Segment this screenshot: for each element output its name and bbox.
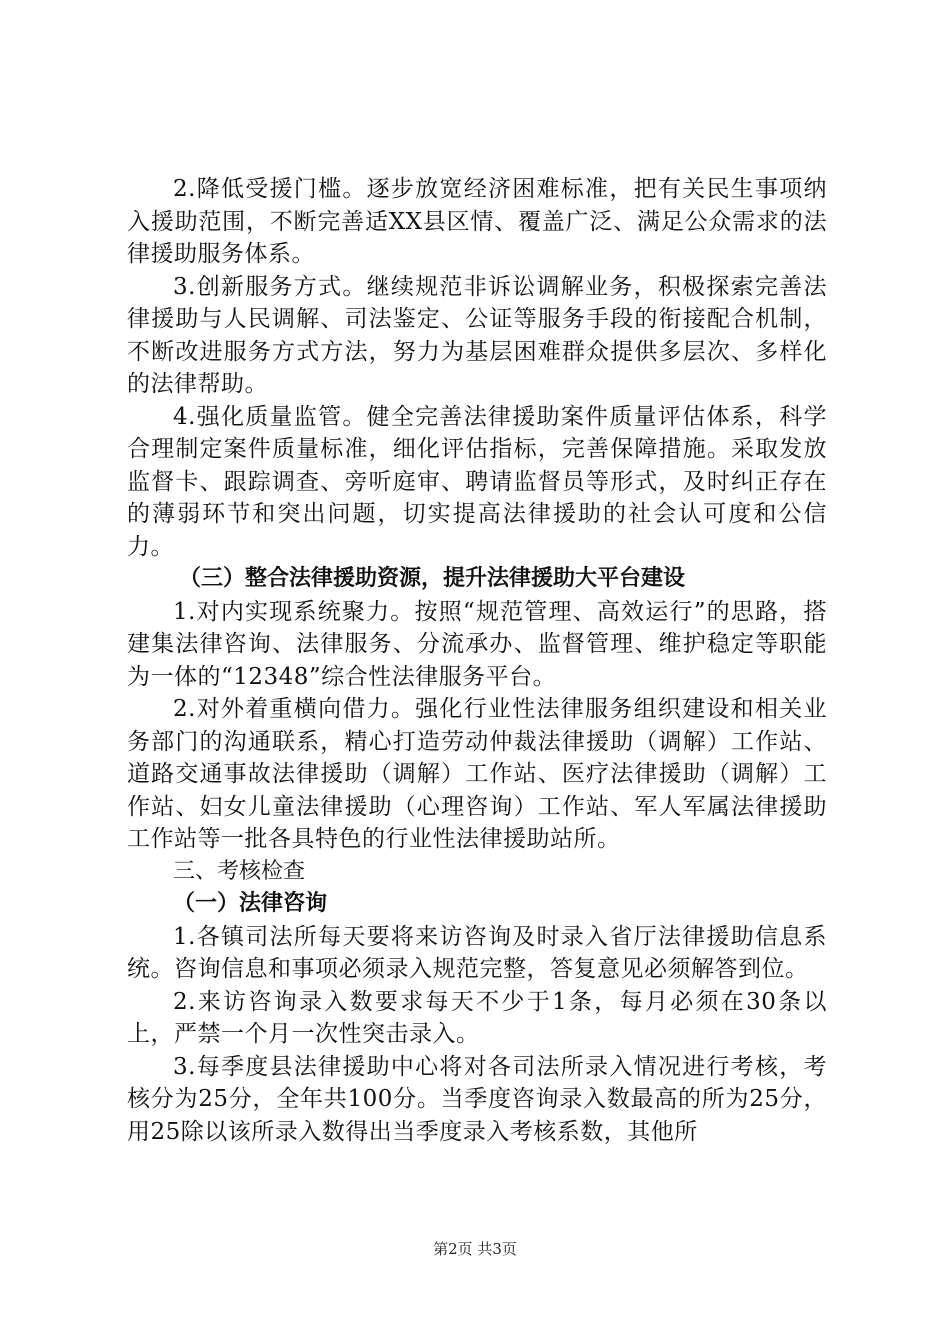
- paragraph: 1.各镇司法所每天要将来访咨询及时录入省厅法律援助信息系统。咨询信息和事项必须录入规范完整，答复意见必须解答到位。: [127, 923, 827, 982]
- section-heading: （一）法律咨询: [173, 891, 328, 916]
- paragraph: 1.对内实现系统聚力。按照“规范管理、高效运行”的思路，搭建集法律咨询、法律服务、分流承办、监督管理、维护稳定等职能为一体的“12348”综合性法律服务平台。: [127, 598, 827, 690]
- paragraph: 2.降低受援门槛。逐步放宽经济困难标准，把有关民生事项纳入援助范围，不断完善适XX县区情、覆盖广泛、满足公众需求的法律援助服务体系。: [127, 176, 827, 267]
- page-footer: 第2页 共3页: [433, 1240, 517, 1258]
- paragraph: 3.创新服务方式。继续规范非诉讼调解业务，积极探索完善法律援助与人民调解、司法鉴定、公证等服务手段的衔接配合机制，不断改进服务方式方法，努力为基层困难群众提供多层次、多样化的法律帮助。: [127, 273, 827, 397]
- paragraph: 4.强化质量监管。健全完善法律援助案件质量评估体系，科学合理制定案件质量标准，细化评估指标，完善保障措施。采取发放监督卡、跟踪调查、旁听庭审、聘请监督员等形式，及时纠正存在的薄弱环节和突出问题，切实提高法律援助的社会认可度和公信力。: [127, 403, 827, 560]
- document-body: [127, 173, 827, 1148]
- paragraph: 3.每季度县法律援助中心将对各司法所录入情况进行考核，考核分为25分，全年共100分。当季度咨询录入数最高的所为25分，用25除以该所录入数得出当季度录入考核系数，其他所: [127, 1053, 827, 1145]
- paragraph: 2.对外着重横向借力。强化行业性法律服务组织建设和相关业务部门的沟通联系，精心打造劳动仲裁法律援助（调解）工作站、道路交通事故法律援助（调解）工作站、医疗法律援助（调解）工作站、妇女儿童法律援助（心理咨询）工作站、军人军属法律援助工作站等一批各具特色的行业性法律援助站所。: [127, 696, 827, 852]
- section-heading: （三）整合法律援助资源，提升法律援助大平台建设: [179, 566, 686, 591]
- chapter-heading: 三、考核检查: [173, 858, 306, 884]
- paragraph: 2.来访咨询录入数要求每天不少于1条，每月必须在30条以上，严禁一个月一次性突击录入。: [127, 988, 827, 1047]
